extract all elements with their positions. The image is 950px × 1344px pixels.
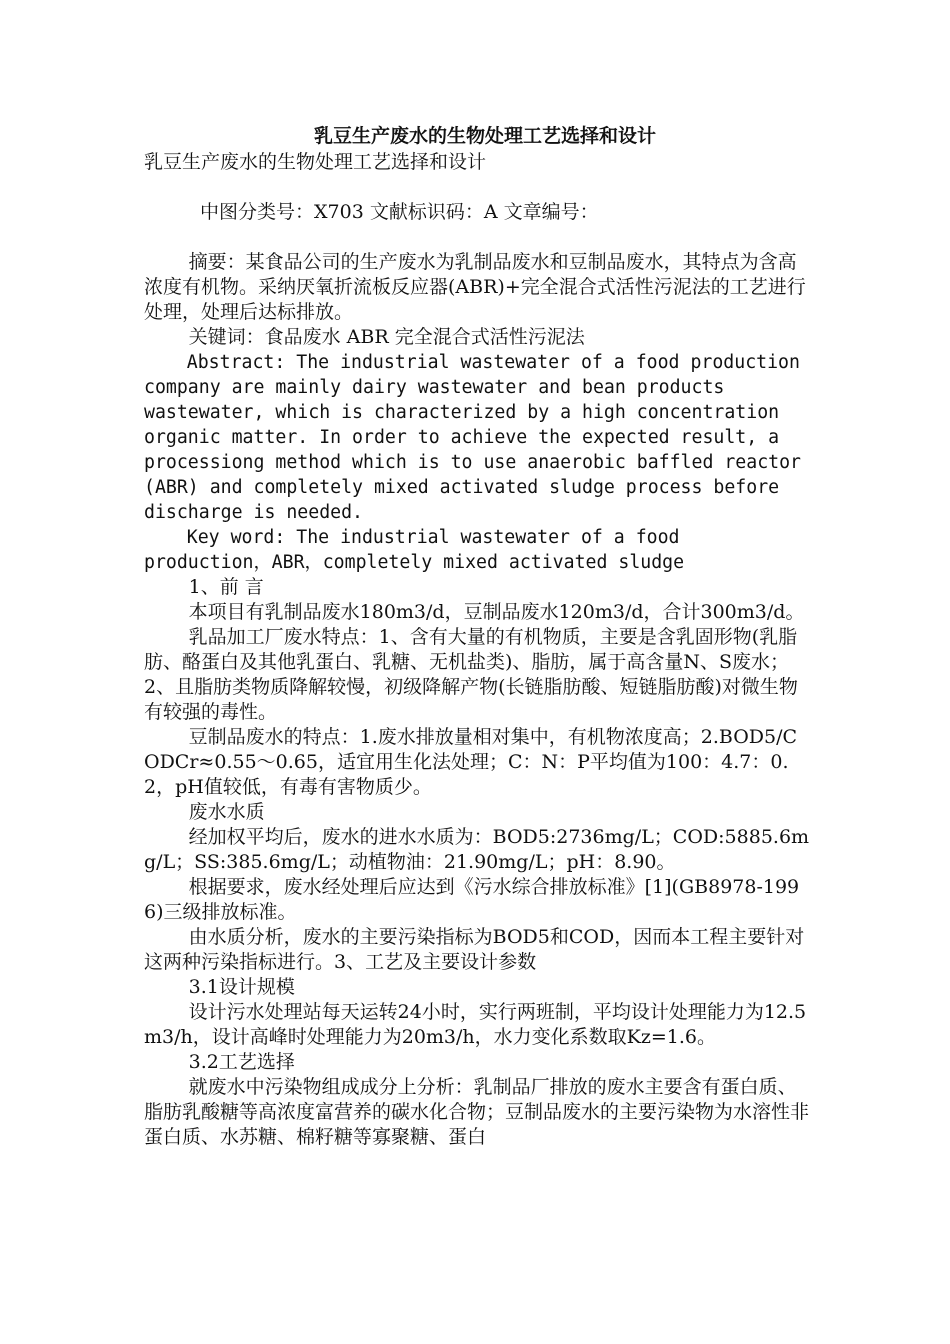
spacer xyxy=(144,225,812,250)
section-heading-process-selection: 3.2工艺选择 xyxy=(188,1051,295,1073)
keywords-zh: 关键词：食品废水 ABR 完全混合式活性污泥法 xyxy=(188,326,585,348)
body-paragraph: 豆制品废水的特点：1.废水排放量相对集中，有机物浓度高；2.BOD5/CODCr≈0.55～0.65，适宜用生化法处理；C：N：P平均值为100：4.7：0.2，pH值较低，有毒有害物质少。 xyxy=(144,726,798,798)
document-subtitle: 乳豆生产废水的生物处理工艺选择和设计 xyxy=(144,151,487,173)
body-paragraph: 就废水中污染物组成成分上分析：乳制品厂排放的废水主要含有蛋白质、脂肪乳酸糖等高浓度富营养的碳水化合物；豆制品废水的主要污染物为水溶性非蛋白质、水苏糖、棉籽糖等寡聚糖、蛋白 xyxy=(144,1076,810,1148)
section-heading-water-quality: 废水水质 xyxy=(188,801,265,823)
body-paragraph: 设计污水处理站每天运转24小时，实行两班制，平均设计处理能力为12.5m3/h，设计高峰时处理能力为20m3/h，水力变化系数取Kz=1.6。 xyxy=(144,1001,807,1048)
section-heading-design-scale: 3.1设计规模 xyxy=(188,976,295,998)
spacer xyxy=(144,175,812,200)
body-paragraph: 经加权平均后，废水的进水水质为：BOD5:2736mg/L；COD:5885.6mg/L；SS:385.6mg/L；动植物油：21.90mg/L；pH：8.90。 xyxy=(144,826,810,873)
document-title: 乳豆生产废水的生物处理工艺选择和设计 xyxy=(313,125,656,147)
document-page xyxy=(144,122,812,1150)
section-heading-intro: 1、前 言 xyxy=(188,576,264,598)
abstract-zh: 摘要：某食品公司的生产废水为乳制品废水和豆制品废水，其特点为含高浓度有机物。采纳厌氧折流板反应器(ABR)+完全混合式活性污泥法的工艺进行处理，处理后达标排放。 xyxy=(144,251,806,323)
keywords-en: Key word: The industrial wastewater of a food production，ABR，completely mixed activated sludge xyxy=(144,527,685,573)
body-paragraph: 由水质分析，废水的主要污染指标为BOD5和COD，因而本工程主要针对这两种污染指标进行。3、工艺及主要设计参数 xyxy=(144,926,805,973)
body-paragraph: 本项目有乳制品废水180m3/d，豆制品废水120m3/d，合计300m3/d。 xyxy=(188,601,805,623)
classification-line: 中图分类号：X703 文献标识码：A 文章编号： xyxy=(200,201,599,223)
abstract-en: Abstract: The industrial wastewater of a food production company are mainly dairy wastewater and bean products wastewater, which is characterized by a high concentration organic matter. In order to achieve the expected result, a processiong method which is to use anaerobic baffled reactor (ABR) and completely mixed activated sludge process before discharge is needed. xyxy=(144,352,801,523)
body-paragraph: 根据要求，废水经处理后应达到《污水综合排放标准》[1](GB8978-1996)三级排放标准。 xyxy=(144,876,800,923)
body-paragraph: 乳品加工厂废水特点：1、含有大量的有机物质，主要是含乳固形物(乳脂肪、酪蛋白及其他乳蛋白、乳糖、无机盐类)、脂肪，属于高含量N、S废水；2、且脂肪类物质降解较慢，初级降解产物(长链脂肪酸、短链脂肪酸)对微生物有较强的毒性。 xyxy=(144,626,798,723)
